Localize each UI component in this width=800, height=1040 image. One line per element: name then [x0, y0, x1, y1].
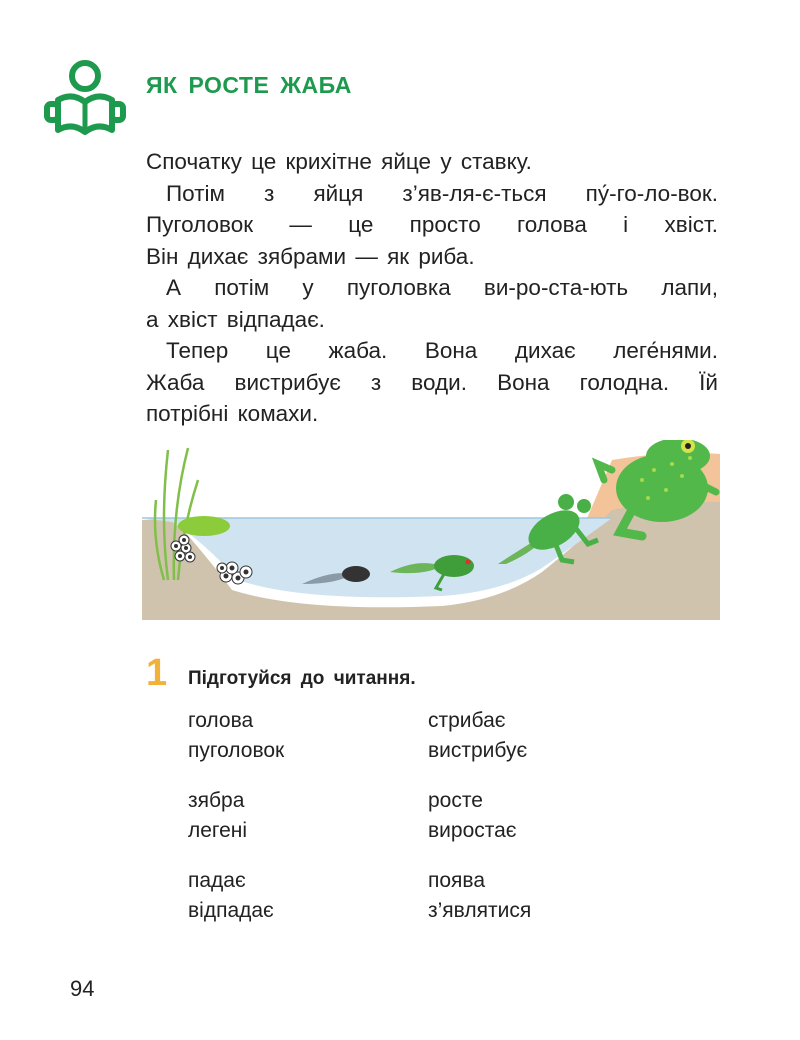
- word-list-column-2: [428, 706, 531, 946]
- story-line: Пуголовок — це просто голова і хвіст.: [146, 212, 718, 237]
- story-line: Потім з яйця з’яв-ля-є-ться пу́-го-ло-вок.: [166, 180, 718, 206]
- frog-lifecycle-illustration: [142, 440, 720, 620]
- word-group: [428, 786, 531, 846]
- word: легені: [188, 819, 248, 842]
- word-group: [428, 866, 531, 926]
- story-line: Тепер це жаба. Вона дихає леге́нями.: [166, 338, 718, 363]
- reading-child-icon: [44, 58, 126, 140]
- word: зябра: [188, 789, 245, 812]
- word-list-column-1: [188, 706, 284, 946]
- story-line: потрібні комахи.: [146, 401, 319, 426]
- word: росте: [428, 789, 483, 812]
- exercise-title: Підготуйся до читання.: [188, 668, 416, 689]
- story-line: Спочатку це крихітне яйце у ставку.: [146, 149, 532, 174]
- word: поява: [428, 869, 486, 892]
- word: вистрибує: [428, 739, 528, 762]
- story-line: А потім у пуголовка ви-ро-ста-ють лапи,: [166, 275, 718, 300]
- story-line: Він дихає зябрами — як риба.: [146, 243, 475, 269]
- page-number: 94: [70, 976, 95, 1001]
- word-group: [188, 786, 284, 846]
- exercise-number: 1: [146, 652, 168, 694]
- word: виростає: [428, 819, 517, 842]
- lily-pad: [178, 516, 230, 536]
- word: стрибає: [428, 709, 506, 732]
- word-group: [188, 706, 284, 766]
- story-line: Жаба вистрибує з води. Вона голодна. Їй: [146, 369, 718, 395]
- word: голова: [188, 709, 254, 732]
- story-text: [146, 146, 718, 430]
- lesson-title: ЯК РОСТЕ ЖАБА: [146, 72, 352, 98]
- word: пуголовок: [188, 739, 285, 762]
- word: падає: [188, 869, 246, 892]
- word: з’являтися: [428, 899, 532, 922]
- story-line: а хвіст відпадає.: [146, 306, 325, 332]
- word-group: [188, 866, 284, 926]
- word: відпадає: [188, 899, 274, 922]
- word-group: [428, 706, 531, 766]
